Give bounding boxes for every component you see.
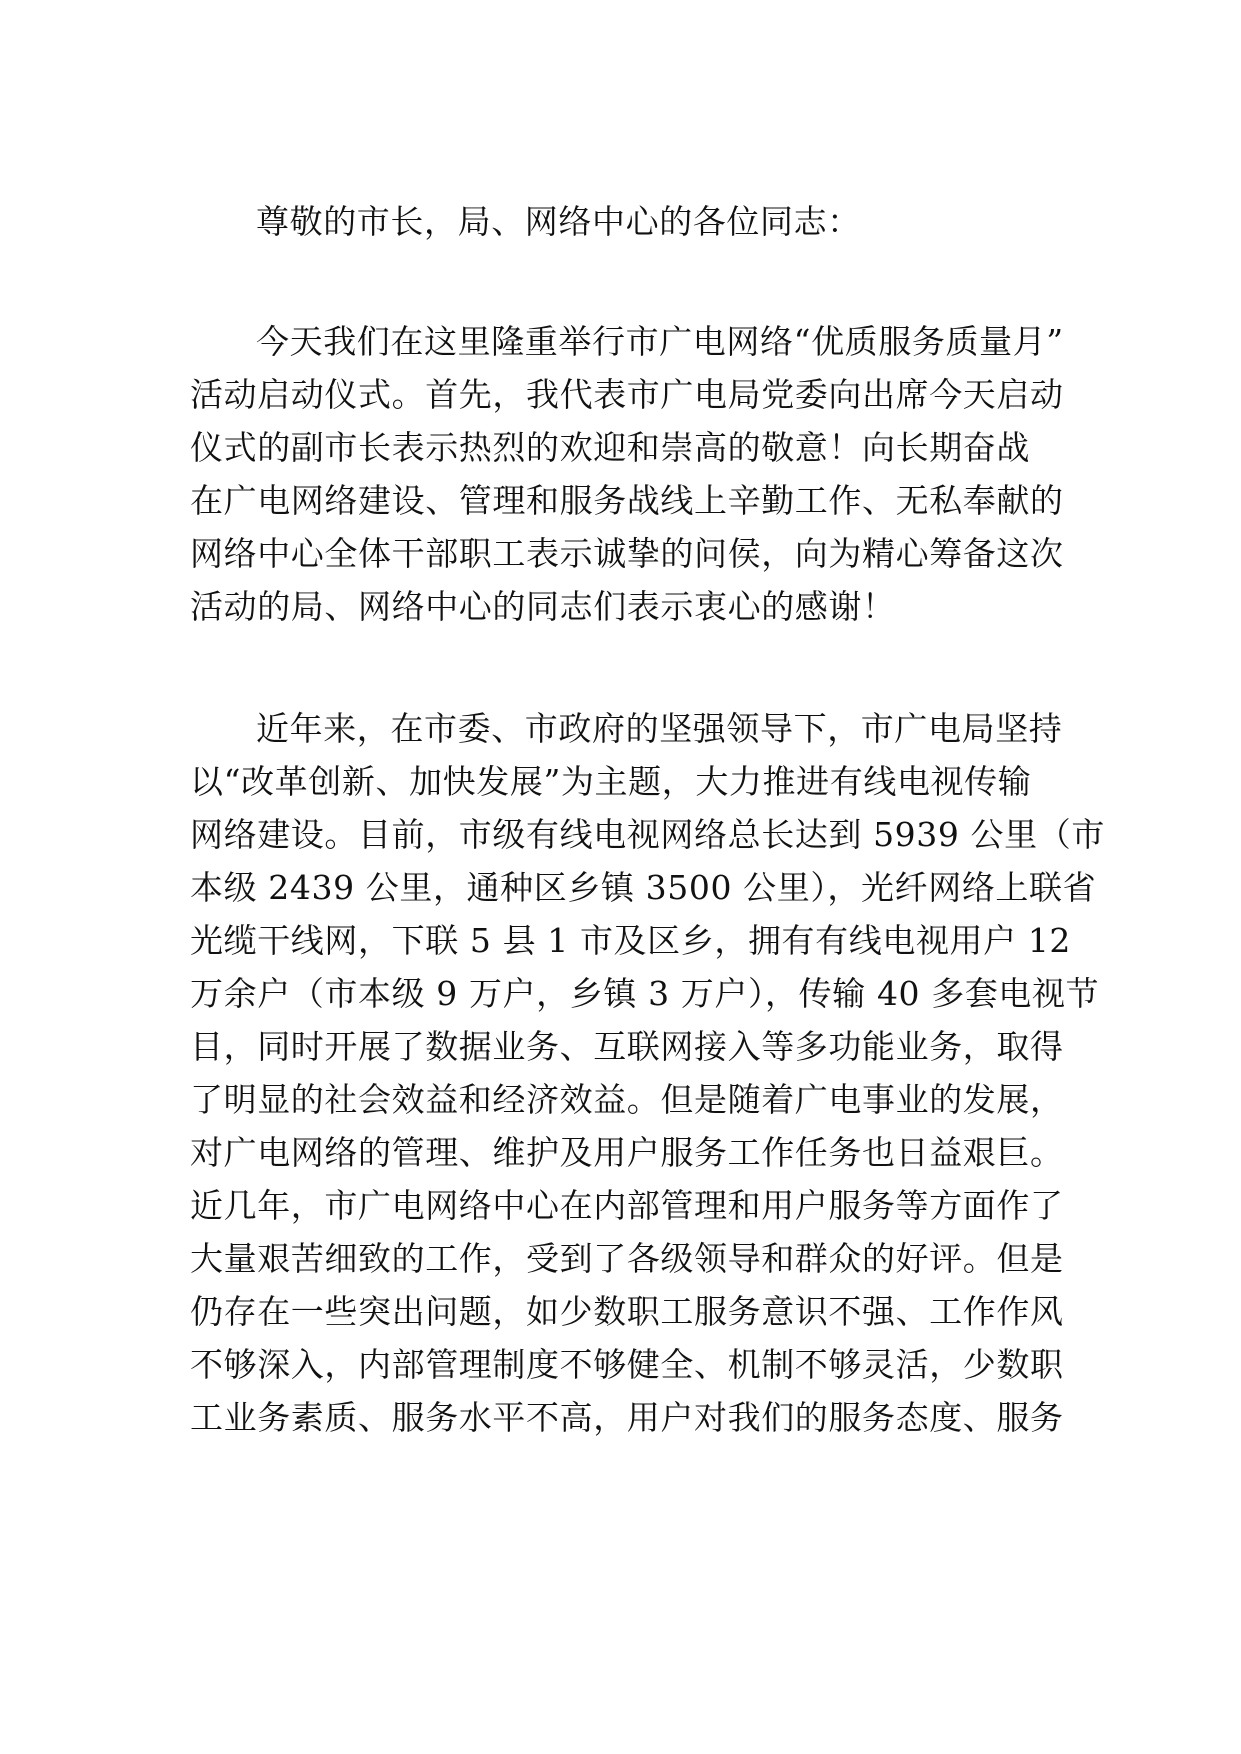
- paragraph-line: 以“改革创新、加快发展”为主题，大力推进有线电视传输: [190, 762, 1032, 801]
- paragraph-line: 仪式的副市长表示热烈的欢迎和崇高的敬意！向长期奋战: [190, 428, 1030, 467]
- paragraph-line: 近几年，市广电网络中心在内部管理和用户服务等方面作了: [190, 1186, 1064, 1225]
- paragraph-line: 活动的局、网络中心的同志们表示衷心的感谢！: [190, 587, 896, 626]
- paragraph-line: 对广电网络的管理、维护及用户服务工作任务也日益艰巨。: [190, 1133, 1064, 1172]
- salutation: 尊敬的市长，局、网络中心的各位同志：: [256, 202, 861, 241]
- paragraph-line: 活动启动仪式。首先，我代表市广电局党委向出席今天启动: [190, 375, 1064, 414]
- paragraph-line: 在广电网络建设、管理和服务战线上辛勤工作、无私奉献的: [190, 481, 1064, 520]
- paragraph-line: 今天我们在这里隆重举行市广电网络“优质服务质量月”: [256, 322, 1064, 361]
- paragraph-line: 大量艰苦细致的工作，受到了各级领导和群众的好评。但是: [190, 1239, 1064, 1278]
- paragraph-line: 目，同时开展了数据业务、互联网接入等多功能业务，取得: [190, 1027, 1064, 1066]
- paragraph-line: 近年来，在市委、市政府的坚强领导下，市广电局坚持: [256, 709, 1063, 748]
- paragraph-line: 网络建设。目前，市级有线电视网络总长达到 5939 公里（市: [190, 815, 1105, 854]
- paragraph-line: 仍存在一些突出问题，如少数职工服务意识不强、工作作风: [190, 1292, 1064, 1331]
- paragraph-line: 不够深入，内部管理制度不够健全、机制不够灵活，少数职: [190, 1345, 1064, 1384]
- paragraph-line: 了明显的社会效益和经济效益。但是随着广电事业的发展，: [190, 1080, 1064, 1119]
- paragraph-line: 本级 2439 公里，通种区乡镇 3500 公里），光纤网络上联省: [190, 868, 1097, 907]
- paragraph-line: 光缆干线网，下联 5 县 1 市及区乡，拥有有线电视用户 12: [190, 921, 1072, 960]
- paragraph-line: 万余户（市本级 9 万户，乡镇 3 万户），传输 40 多套电视节: [190, 974, 1100, 1013]
- paragraph-line: 工业务素质、服务水平不高，用户对我们的服务态度、服务: [190, 1398, 1064, 1437]
- paragraph-line: 网络中心全体干部职工表示诚挚的问侯，向为精心筹备这次: [190, 534, 1064, 573]
